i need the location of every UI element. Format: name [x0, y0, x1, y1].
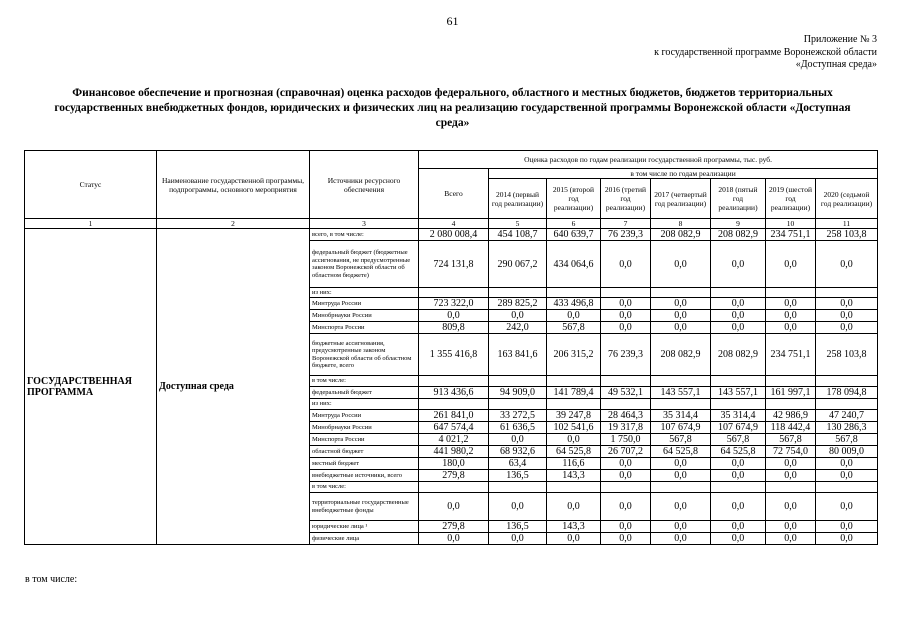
funding-source: Минспорта России [310, 322, 419, 334]
value-year: 433 496,8 [547, 298, 601, 310]
value-year: 0,0 [711, 241, 766, 288]
value-year [651, 376, 711, 387]
value-year [711, 376, 766, 387]
column-index: 6 [547, 219, 601, 229]
value-year: 0,0 [489, 493, 547, 521]
value-year [547, 288, 601, 298]
value-total: 809,8 [419, 322, 489, 334]
value-total: 724 131,8 [419, 241, 489, 288]
funding-source: бюджетные ассигнования, предусмотренные законом Воронежской области об областном бюджете, всего [310, 334, 419, 376]
header-year: 2015 (второй год реализации) [547, 179, 601, 219]
column-index: 2 [157, 219, 310, 229]
value-year: 0,0 [601, 470, 651, 482]
value-year: 0,0 [651, 241, 711, 288]
value-year: 118 442,4 [766, 422, 816, 434]
value-year: 0,0 [651, 310, 711, 322]
value-total: 2 080 008,4 [419, 229, 489, 241]
value-year: 0,0 [711, 521, 766, 533]
value-total: 279,8 [419, 470, 489, 482]
value-year: 136,5 [489, 521, 547, 533]
value-year: 64 525,8 [547, 446, 601, 458]
funding-source: местный бюджет [310, 458, 419, 470]
value-year: 64 525,8 [651, 446, 711, 458]
header-year: 2014 (первый год реализации) [489, 179, 547, 219]
value-year: 206 315,2 [547, 334, 601, 376]
value-year [489, 399, 547, 410]
value-year: 94 909,0 [489, 387, 547, 399]
value-year: 28 464,3 [601, 410, 651, 422]
value-year [651, 288, 711, 298]
value-year [601, 399, 651, 410]
value-year: 143,3 [547, 470, 601, 482]
value-year: 0,0 [711, 298, 766, 310]
value-year: 49 532,1 [601, 387, 651, 399]
value-year [601, 482, 651, 493]
column-index: 5 [489, 219, 547, 229]
header-year: 2018 (пятый год реализации) [711, 179, 766, 219]
header-year: 2019 (шестой год реализации) [766, 179, 816, 219]
value-year: 208 082,9 [711, 334, 766, 376]
value-year: 63,4 [489, 458, 547, 470]
value-year: 0,0 [816, 298, 878, 310]
value-total: 647 574,4 [419, 422, 489, 434]
value-year: 208 082,9 [651, 334, 711, 376]
value-year: 0,0 [547, 533, 601, 545]
value-total: 0,0 [419, 533, 489, 545]
value-year: 640 639,7 [547, 229, 601, 241]
appendix-line-1: Приложение № 3 [803, 34, 877, 45]
value-year [601, 288, 651, 298]
value-year [766, 399, 816, 410]
footer-note: в том числе: [25, 574, 78, 585]
value-year: 0,0 [651, 493, 711, 521]
value-year: 0,0 [489, 310, 547, 322]
value-total: 279,8 [419, 521, 489, 533]
value-year: 47 240,7 [816, 410, 878, 422]
column-index: 3 [310, 219, 419, 229]
value-year: 0,0 [489, 533, 547, 545]
funding-source: федеральный бюджет (бюджетные ассигнования, не предусмотренные законом Воронежской области об областном бюджете) [310, 241, 419, 288]
value-year: 33 272,5 [489, 410, 547, 422]
value-total [419, 482, 489, 493]
value-year: 0,0 [489, 434, 547, 446]
value-year: 567,8 [816, 434, 878, 446]
value-year [547, 482, 601, 493]
value-year [711, 482, 766, 493]
value-total: 441 980,2 [419, 446, 489, 458]
value-year: 0,0 [651, 322, 711, 334]
funding-source: юридические лица ¹ [310, 521, 419, 533]
value-total [419, 399, 489, 410]
value-year: 0,0 [766, 298, 816, 310]
value-year: 0,0 [766, 322, 816, 334]
value-year [816, 376, 878, 387]
appendix-note [654, 34, 877, 72]
value-year: 0,0 [601, 241, 651, 288]
value-year [489, 482, 547, 493]
header-year: 2020 (седьмой год реализации) [816, 179, 878, 219]
document-title [20, 86, 885, 131]
value-total [419, 288, 489, 298]
value-year: 143,3 [547, 521, 601, 533]
value-year [816, 399, 878, 410]
value-year: 0,0 [816, 310, 878, 322]
value-year: 567,8 [766, 434, 816, 446]
value-year [489, 376, 547, 387]
value-total: 723 322,0 [419, 298, 489, 310]
title-line-2: государственных внебюджетных фондов, юридических и физических лиц на реализацию государственной программы Воронежской области «Доступная [54, 102, 851, 114]
funding-source: в том числе: [310, 376, 419, 387]
value-year: 0,0 [766, 533, 816, 545]
value-year: 130 286,3 [816, 422, 878, 434]
value-year: 234 751,1 [766, 334, 816, 376]
financing-table [24, 150, 878, 545]
value-year: 0,0 [601, 521, 651, 533]
value-year: 68 932,6 [489, 446, 547, 458]
value-year: 0,0 [651, 298, 711, 310]
column-index: 8 [651, 219, 711, 229]
funding-source: всего, в том числе: [310, 229, 419, 241]
header-year: 2017 (четвертый год реализации) [651, 179, 711, 219]
funding-source: федеральный бюджет [310, 387, 419, 399]
value-total: 261 841,0 [419, 410, 489, 422]
value-year: 107 674,9 [651, 422, 711, 434]
value-year [766, 288, 816, 298]
value-year [547, 376, 601, 387]
funding-source: физические лица [310, 533, 419, 545]
value-year: 116,6 [547, 458, 601, 470]
value-year: 0,0 [651, 533, 711, 545]
value-year: 0,0 [711, 533, 766, 545]
value-year: 76 239,3 [601, 229, 651, 241]
value-year: 0,0 [766, 493, 816, 521]
value-year: 242,0 [489, 322, 547, 334]
value-year: 208 082,9 [711, 229, 766, 241]
value-year: 0,0 [601, 310, 651, 322]
value-year: 0,0 [711, 322, 766, 334]
value-year [489, 288, 547, 298]
value-year: 61 636,5 [489, 422, 547, 434]
value-year: 0,0 [601, 493, 651, 521]
value-year: 567,8 [711, 434, 766, 446]
value-year: 107 674,9 [711, 422, 766, 434]
value-year: 102 541,6 [547, 422, 601, 434]
value-year: 567,8 [651, 434, 711, 446]
value-total: 4 021,2 [419, 434, 489, 446]
value-year: 0,0 [711, 310, 766, 322]
header-year: 2016 (третий год реализации) [601, 179, 651, 219]
value-year: 234 751,1 [766, 229, 816, 241]
title-line-1: Финансовое обеспечение и прогнозная (справочная) оценка расходов федерального, областного и местных бюджетов, бюджетов территориальных [72, 87, 833, 99]
value-year: 76 239,3 [601, 334, 651, 376]
value-year: 434 064,6 [547, 241, 601, 288]
value-year [816, 482, 878, 493]
value-year: 163 841,6 [489, 334, 547, 376]
value-year: 178 094,8 [816, 387, 878, 399]
appendix-line-2: к государственной программе Воронежской области [654, 46, 877, 58]
value-year: 19 317,8 [601, 422, 651, 434]
value-year [766, 376, 816, 387]
column-index: 9 [711, 219, 766, 229]
page-number: 61 [446, 14, 459, 28]
value-year: 290 067,2 [489, 241, 547, 288]
value-year [816, 288, 878, 298]
appendix-line-3: «Доступная среда» [795, 59, 877, 70]
value-year: 258 103,8 [816, 229, 878, 241]
funding-source: Минобрнауки России [310, 310, 419, 322]
value-year: 39 247,8 [547, 410, 601, 422]
value-total: 180,0 [419, 458, 489, 470]
value-year: 0,0 [711, 470, 766, 482]
value-year: 0,0 [651, 458, 711, 470]
value-year [651, 399, 711, 410]
value-year: 42 986,9 [766, 410, 816, 422]
value-year [651, 482, 711, 493]
funding-source: внебюджетные источники, всего [310, 470, 419, 482]
value-year: 0,0 [651, 470, 711, 482]
value-year: 0,0 [766, 521, 816, 533]
value-year [711, 288, 766, 298]
value-year: 0,0 [766, 310, 816, 322]
value-year: 72 754,0 [766, 446, 816, 458]
value-year: 64 525,8 [711, 446, 766, 458]
value-year: 1 750,0 [601, 434, 651, 446]
value-year: 258 103,8 [816, 334, 878, 376]
funding-source: Минтруда России [310, 298, 419, 310]
header-status: Статус [25, 151, 157, 219]
column-index: 4 [419, 219, 489, 229]
value-total [419, 376, 489, 387]
value-year: 0,0 [651, 521, 711, 533]
value-year: 0,0 [601, 298, 651, 310]
value-year: 35 314,4 [711, 410, 766, 422]
value-year: 0,0 [711, 458, 766, 470]
value-year [711, 399, 766, 410]
column-index: 11 [816, 219, 878, 229]
funding-source: Минспорта России [310, 434, 419, 446]
funding-source: из них: [310, 399, 419, 410]
value-year: 0,0 [816, 458, 878, 470]
funding-source: из них: [310, 288, 419, 298]
header-name: Наименование государственной программы, подпрограммы, основного мероприятия [157, 151, 310, 219]
value-year: 0,0 [711, 493, 766, 521]
value-year: 136,5 [489, 470, 547, 482]
value-year: 0,0 [766, 241, 816, 288]
column-index: 7 [601, 219, 651, 229]
value-year: 0,0 [547, 310, 601, 322]
value-year: 35 314,4 [651, 410, 711, 422]
title-line-3: среда» [435, 117, 470, 129]
header-estimate: Оценка расходов по годам реализации государственной программы, тыс. руб. [419, 151, 878, 169]
value-year [601, 376, 651, 387]
value-year: 0,0 [601, 458, 651, 470]
value-year [766, 482, 816, 493]
column-index: 1 [25, 219, 157, 229]
funding-source: в том числе: [310, 482, 419, 493]
header-sources: Источники ресурсного обеспечения [310, 151, 419, 219]
table-row [25, 229, 878, 241]
program-status: ГОСУДАРСТВЕННАЯ ПРОГРАММА [25, 229, 157, 545]
value-year: 0,0 [601, 533, 651, 545]
value-total: 913 436,6 [419, 387, 489, 399]
value-year: 0,0 [766, 470, 816, 482]
value-year: 143 557,1 [651, 387, 711, 399]
value-year: 208 082,9 [651, 229, 711, 241]
header-total: Всего [419, 169, 489, 219]
value-year: 0,0 [816, 493, 878, 521]
value-year: 0,0 [816, 241, 878, 288]
value-year: 0,0 [601, 322, 651, 334]
funding-source: территориальные государственные внебюджетные фонды [310, 493, 419, 521]
value-total: 1 355 416,8 [419, 334, 489, 376]
value-year: 0,0 [816, 470, 878, 482]
value-year: 143 557,1 [711, 387, 766, 399]
value-year: 141 789,4 [547, 387, 601, 399]
header-including: в том числе по годам реализации [489, 169, 878, 179]
funding-source: Минтруда России [310, 410, 419, 422]
value-year: 161 997,1 [766, 387, 816, 399]
value-year: 0,0 [816, 322, 878, 334]
value-year: 0,0 [547, 493, 601, 521]
value-year: 0,0 [816, 521, 878, 533]
program-name: Доступная среда [157, 229, 310, 545]
value-total: 0,0 [419, 493, 489, 521]
value-year [547, 399, 601, 410]
value-year: 289 825,2 [489, 298, 547, 310]
funding-source: областной бюджет [310, 446, 419, 458]
value-total: 0,0 [419, 310, 489, 322]
column-index: 10 [766, 219, 816, 229]
value-year: 0,0 [816, 533, 878, 545]
value-year: 0,0 [766, 458, 816, 470]
value-year: 26 707,2 [601, 446, 651, 458]
value-year: 567,8 [547, 322, 601, 334]
value-year: 0,0 [547, 434, 601, 446]
value-year: 454 108,7 [489, 229, 547, 241]
value-year: 80 009,0 [816, 446, 878, 458]
funding-source: Минобрнауки России [310, 422, 419, 434]
